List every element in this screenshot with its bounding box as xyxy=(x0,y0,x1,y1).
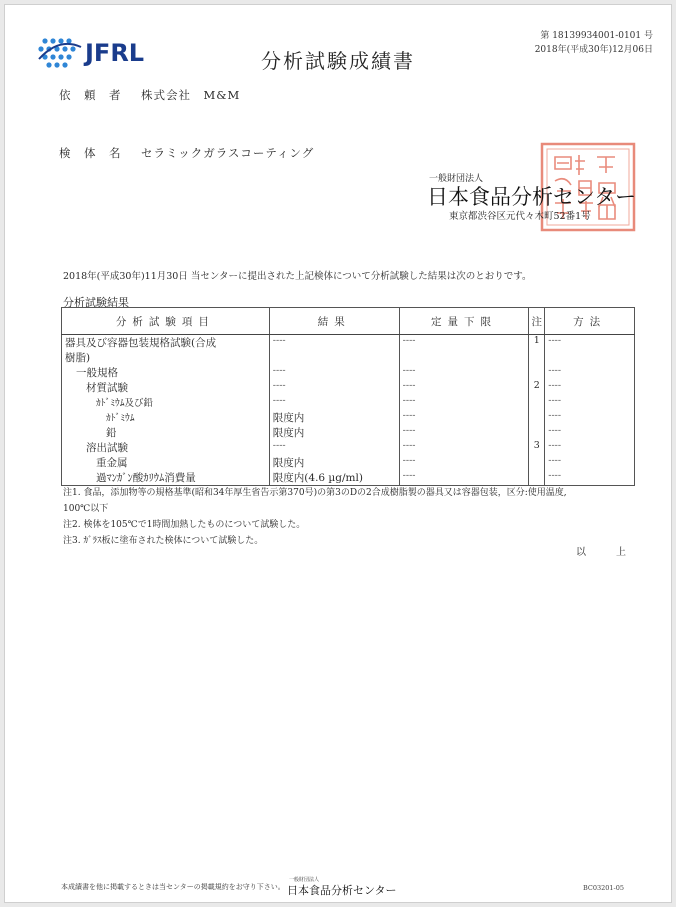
closing-mark: 以 上 xyxy=(576,547,636,558)
result-cell: ---- xyxy=(269,335,399,351)
note-cell xyxy=(529,470,545,486)
table-row xyxy=(62,470,635,486)
note-cell xyxy=(529,410,545,425)
table-row xyxy=(62,425,635,440)
limit-cell: ---- xyxy=(399,440,529,455)
method-cell: ---- xyxy=(545,410,635,425)
header-method: 方法 xyxy=(545,308,635,335)
item-cell: 過ﾏﾝｶﾞﾝ酸ｶﾘｳﾑ消費量 xyxy=(62,470,270,486)
method-cell: ---- xyxy=(545,470,635,486)
method-cell: ---- xyxy=(545,395,635,410)
result-cell: 限度内 xyxy=(269,410,399,425)
result-cell: 限度内(4.6 µg/ml) xyxy=(269,470,399,486)
item-cell: 溶出試験 xyxy=(62,440,270,455)
header-note: 注 xyxy=(529,308,545,335)
result-cell: 限度内 xyxy=(269,455,399,470)
item-cell: 重金属 xyxy=(62,455,270,470)
result-cell: ---- xyxy=(269,395,399,410)
limit-cell: ---- xyxy=(399,410,529,425)
limit-cell: ---- xyxy=(399,425,529,440)
header-item: 分析試験項目 xyxy=(62,308,270,335)
footer-disclaimer: 本成績書を他に掲載するときは当センターの掲載規約をお守り下さい。 xyxy=(61,883,285,891)
client-label: 依 頼 者 xyxy=(59,88,122,102)
results-table xyxy=(61,307,635,486)
sample-label: 検 体 名 xyxy=(59,146,122,160)
limit-cell: ---- xyxy=(399,455,529,470)
note-cell xyxy=(529,365,545,380)
limit-cell: ---- xyxy=(399,335,529,351)
lab-entity-type: 一般財団法人 xyxy=(429,174,484,184)
limit-cell: ---- xyxy=(399,395,529,410)
footer-lab-type: 一般財団法人 xyxy=(289,877,320,883)
table-row xyxy=(62,455,635,470)
method-cell: ---- xyxy=(545,365,635,380)
limit-cell: ---- xyxy=(399,365,529,380)
table-row xyxy=(62,380,635,395)
item-cell: 器具及び容器包装規格試験(合成 xyxy=(62,335,270,351)
note-line: 注1. 食品，添加物等の規格基準(昭和34年厚生省告示第370号)の第3のDの2合成樹脂製の器具又は容器包装，区分:使用温度, xyxy=(63,488,567,498)
limit-cell: ---- xyxy=(399,470,529,486)
method-cell: ---- xyxy=(545,425,635,440)
report-page xyxy=(4,4,672,903)
note-line: 注2. 検体を105℃で1時間加熱したものについて試験した。 xyxy=(63,520,306,530)
footer-lab-name: 日本食品分析センター xyxy=(287,884,397,897)
table-header-row xyxy=(62,308,635,335)
result-cell xyxy=(269,350,399,365)
client-value: 株式会社 M&M xyxy=(141,88,241,102)
item-cell: 樹脂) xyxy=(62,350,270,365)
document-number: 第 18139934001-0101 号 xyxy=(540,31,653,41)
document-meta xyxy=(535,29,653,57)
table-row xyxy=(62,395,635,410)
note-cell xyxy=(529,455,545,470)
note-cell xyxy=(529,395,545,410)
limit-cell: ---- xyxy=(399,380,529,395)
method-cell: ---- xyxy=(545,440,635,455)
document-title: 分析試験成績書 xyxy=(261,49,415,73)
issue-date: 2018年(平成30年)12月06日 xyxy=(534,45,653,55)
method-cell xyxy=(545,350,635,365)
item-cell: ｶﾄﾞﾐｳﾑ及び鉛 xyxy=(62,395,270,410)
note-cell: 3 xyxy=(529,440,545,455)
note-cell xyxy=(529,425,545,440)
note-cell xyxy=(529,350,545,365)
item-cell: ｶﾄﾞﾐｳﾑ xyxy=(62,410,270,425)
table-row xyxy=(62,350,635,365)
section-title: 分析試験結果 xyxy=(63,296,129,309)
result-cell: ---- xyxy=(269,440,399,455)
limit-cell xyxy=(399,350,529,365)
note-line: 注3. ｶﾞﾗｽ板に塗布された検体について試験した。 xyxy=(63,536,264,546)
result-cell: 限度内 xyxy=(269,425,399,440)
sample-value: セラミックガラスコーティング xyxy=(141,146,315,160)
notes-section xyxy=(63,485,643,549)
table-row xyxy=(62,410,635,425)
result-cell: ---- xyxy=(269,380,399,395)
logo-text: JFRL xyxy=(85,39,145,67)
footer-form-code: BC03201-05 xyxy=(583,884,625,892)
table-row xyxy=(62,440,635,455)
method-cell: ---- xyxy=(545,335,635,351)
note-line: 100℃以下 xyxy=(63,504,109,514)
note-cell: 1 xyxy=(529,335,545,351)
lab-name: 日本食品分析センター xyxy=(427,185,637,209)
header-result: 結果 xyxy=(269,308,399,335)
note-cell: 2 xyxy=(529,380,545,395)
table-row xyxy=(62,365,635,380)
lab-address: 東京都渋谷区元代々木町52番1号 xyxy=(449,211,591,222)
table-row xyxy=(62,335,635,351)
intro-text: 2018年(平成30年)11月30日 当センターに提出された上記検体について分析試験した結果は次のとおりです。 xyxy=(63,271,532,282)
result-cell: ---- xyxy=(269,365,399,380)
header-limit: 定量下限 xyxy=(399,308,529,335)
method-cell: ---- xyxy=(545,380,635,395)
item-cell: 材質試験 xyxy=(62,380,270,395)
method-cell: ---- xyxy=(545,455,635,470)
item-cell: 鉛 xyxy=(62,425,270,440)
item-cell: 一般規格 xyxy=(62,365,270,380)
